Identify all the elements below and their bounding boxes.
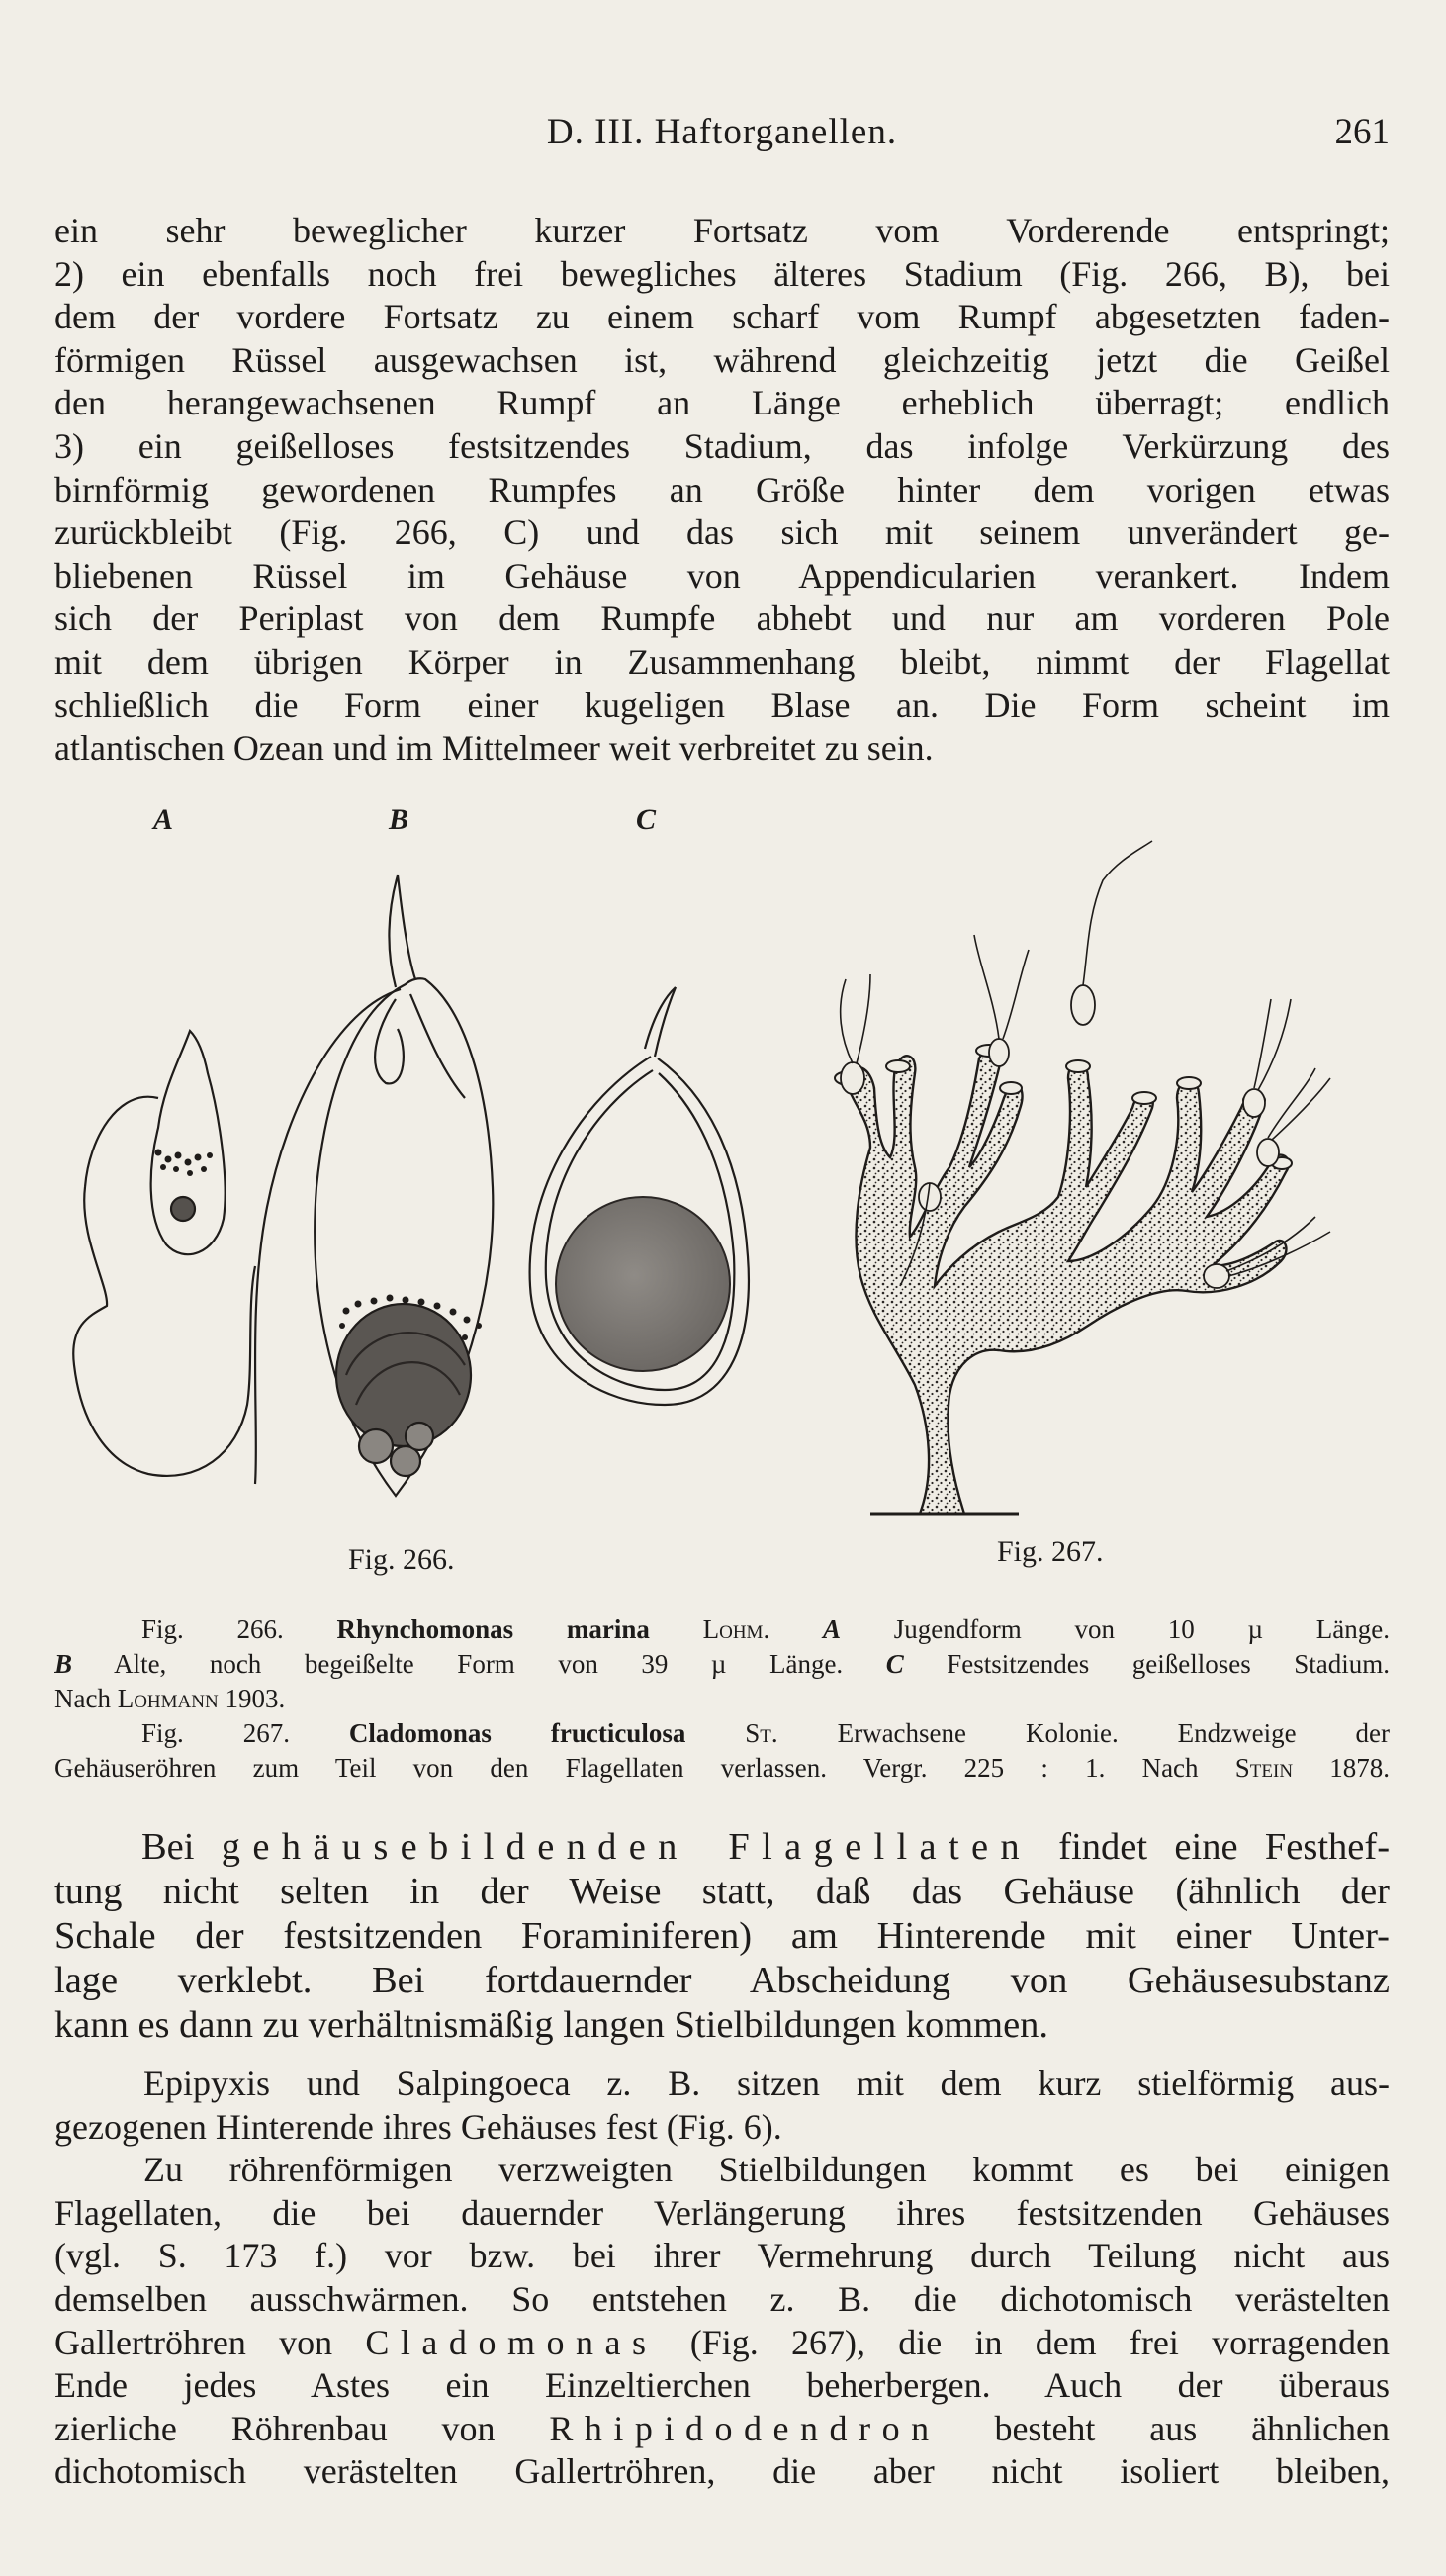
caption-text: Gehäuseröhren zum Teil von den Flagellaten verlassen. Vergr. 225 : 1. Nach [54, 1753, 1199, 1783]
text-fragment: Gallertröhren von [54, 2322, 333, 2362]
text-line: birnförmig gewordenen Rumpfes an Größe hinter dem vorigen etwas [54, 469, 1390, 509]
panel-letter: A [822, 1614, 841, 1644]
text-line: 3) ein geißelloses festsitzendes Stadium, das infolge Verkürzung des [54, 425, 1390, 466]
running-head [54, 111, 1390, 160]
intro-paragraph [54, 210, 1390, 771]
caption-fig-number: Fig. 266. [141, 1614, 284, 1644]
rhynchomonas-juvenile-drawing [73, 1031, 255, 1476]
text-line [54, 1825, 1390, 1870]
figure-266-label: Fig. 266. [348, 1543, 455, 1576]
text-line: 2) ein ebenfalls noch frei bewegliches älteres Stadium (Fig. 266, B), bei [54, 253, 1390, 294]
text-fragment: (Fig. 267), die in dem frei vorragenden [689, 2322, 1390, 2362]
text-line: lage verklebt. Bei fortdauernder Abscheidung von Gehäusesubstanz [54, 1960, 1390, 2001]
caption-line [54, 1647, 1390, 1682]
page-number: 261 [1334, 112, 1390, 152]
caption-line [54, 1716, 1390, 1751]
running-title: D. III. Haftorganellen. [546, 112, 898, 152]
caption-fig-number: Fig. 267. [141, 1718, 290, 1748]
figure-captions [54, 1612, 1390, 1786]
caption-line [54, 1682, 1390, 1716]
text-line: Ende jedes Astes ein Einzeltierchen beherbergen. Auch der überaus [54, 2365, 1390, 2406]
text-line: Flagellaten, die bei dauernder Verlängerung ihres festsitzenden Gehäuses [54, 2192, 1390, 2233]
text-fragment: zierliche Röhrenbau von [54, 2408, 496, 2448]
text-line: kann es dann zu verhältnismäßig langen Stielbildungen kommen. [54, 2004, 1049, 2046]
figure-illustrations [59, 831, 1385, 1523]
spaced-term: gehäusebildenden Flagellaten [221, 1826, 1032, 1868]
text-line: bliebenen Rüssel im Gehäuse von Appendicularien verankert. Indem [54, 555, 1390, 596]
text-line: mit dem übrigen Körper in Zusammenhang bleibt, nimmt der Flagellat [54, 641, 1390, 682]
text-line: gezogenen Hinterende ihres Gehäuses fest (Fig. 6). [54, 2106, 782, 2147]
text-line: sich der Periplast von dem Rumpfe abhebt und nur am vorderen Pole [54, 598, 1390, 639]
caption-line [54, 1751, 1390, 1786]
text-line: (vgl. S. 173 f.) vor bzw. bei ihrer Vermehrung durch Teilung nicht aus [54, 2236, 1390, 2276]
genus-name: Cladomonas [365, 2322, 658, 2362]
text-fragment: besteht aus ähnlichen [994, 2408, 1390, 2448]
rhynchomonas-sessile-drawing [530, 987, 749, 1405]
text-line: dichotomisch verästelten Gallertröhren, die aber nicht isoliert bleiben, [54, 2451, 1390, 2492]
figure-letter-b: B [389, 803, 409, 836]
genus-name: Rhipidodendron [549, 2408, 941, 2448]
body-paragraph-1 [54, 1825, 1390, 2048]
panel-letter: C [885, 1649, 904, 1679]
text-line: förmigen Rüssel ausgewachsen ist, während gleichzeitig jetzt die Geißel [54, 339, 1390, 380]
reference-year: 1878. [1329, 1753, 1390, 1783]
rhynchomonas-adult-drawing [255, 875, 493, 1496]
figure-letter-c: C [636, 803, 657, 836]
figure-267-label: Fig. 267. [997, 1535, 1104, 1568]
text-fragment: findet eine Festhef- [1058, 1826, 1390, 1868]
text-fragment: Bei [141, 1826, 195, 1868]
species-name: Cladomonas fructiculosa [348, 1718, 686, 1748]
reference-author: Stein [1234, 1753, 1294, 1783]
cladomonas-colony-drawing [835, 841, 1330, 1514]
caption-text: Nach [54, 1684, 111, 1713]
text-line: Zu röhrenförmigen verzweigten Stielbildungen kommt es bei einigen [143, 2150, 1390, 2190]
text-line: demselben ausschwärmen. So entstehen z. B. die dichotomisch verästelten [54, 2278, 1390, 2319]
text-line: tung nicht selten in der Weise statt, daß das Gehäuse (ähnlich der [54, 1871, 1390, 1912]
species-name: Rhynchomonas marina [336, 1614, 650, 1644]
panel-letter: B [54, 1649, 73, 1679]
caption-text: Jugendform von 10 µ Länge. [893, 1614, 1390, 1644]
text-line [54, 2322, 1390, 2365]
reference-year: 1903. [225, 1684, 286, 1713]
text-line: atlantischen Ozean und im Mittelmeer weit verbreitet zu sein. [54, 728, 934, 769]
text-line: ein sehr beweglicher kurzer Fortsatz vom Vorderende entspringt; [54, 211, 1390, 250]
text-line [54, 2408, 1390, 2451]
figure-letter-a: A [153, 803, 174, 836]
text-line: den herangewachsenen Rumpf an Länge erheblich überragt; endlich [54, 383, 1390, 423]
caption-line [54, 1612, 1390, 1647]
text-line: Schale der festsitzenden Foraminiferen) am Hinterende mit einer Unter- [54, 1915, 1390, 1957]
text-line: schließlich die Form einer kugeligen Blase an. Die Form scheint im [54, 685, 1390, 725]
species-author: St. [745, 1718, 778, 1748]
caption-text: Festsitzendes geißelloses Stadium. [947, 1649, 1390, 1679]
text-line: zurückbleibt (Fig. 266, C) und das sich mit seinem unverändert ge- [54, 512, 1390, 553]
species-author: Lohm. [702, 1614, 770, 1644]
text-line: dem der vordere Fortsatz zu einem scharf vom Rumpf abgesetzten faden- [54, 297, 1390, 337]
reference-author: Lohmann [117, 1684, 219, 1713]
caption-text: Alte, noch begeißelte Form von 39 µ Länge. [114, 1649, 844, 1679]
body-paragraph-2 [54, 2063, 1390, 2494]
text-line: Epipyxis und Salpingoeca z. B. sitzen mit dem kurz stielförmig aus- [143, 2064, 1390, 2103]
caption-text: Erwachsene Kolonie. Endzweige der [837, 1718, 1390, 1748]
